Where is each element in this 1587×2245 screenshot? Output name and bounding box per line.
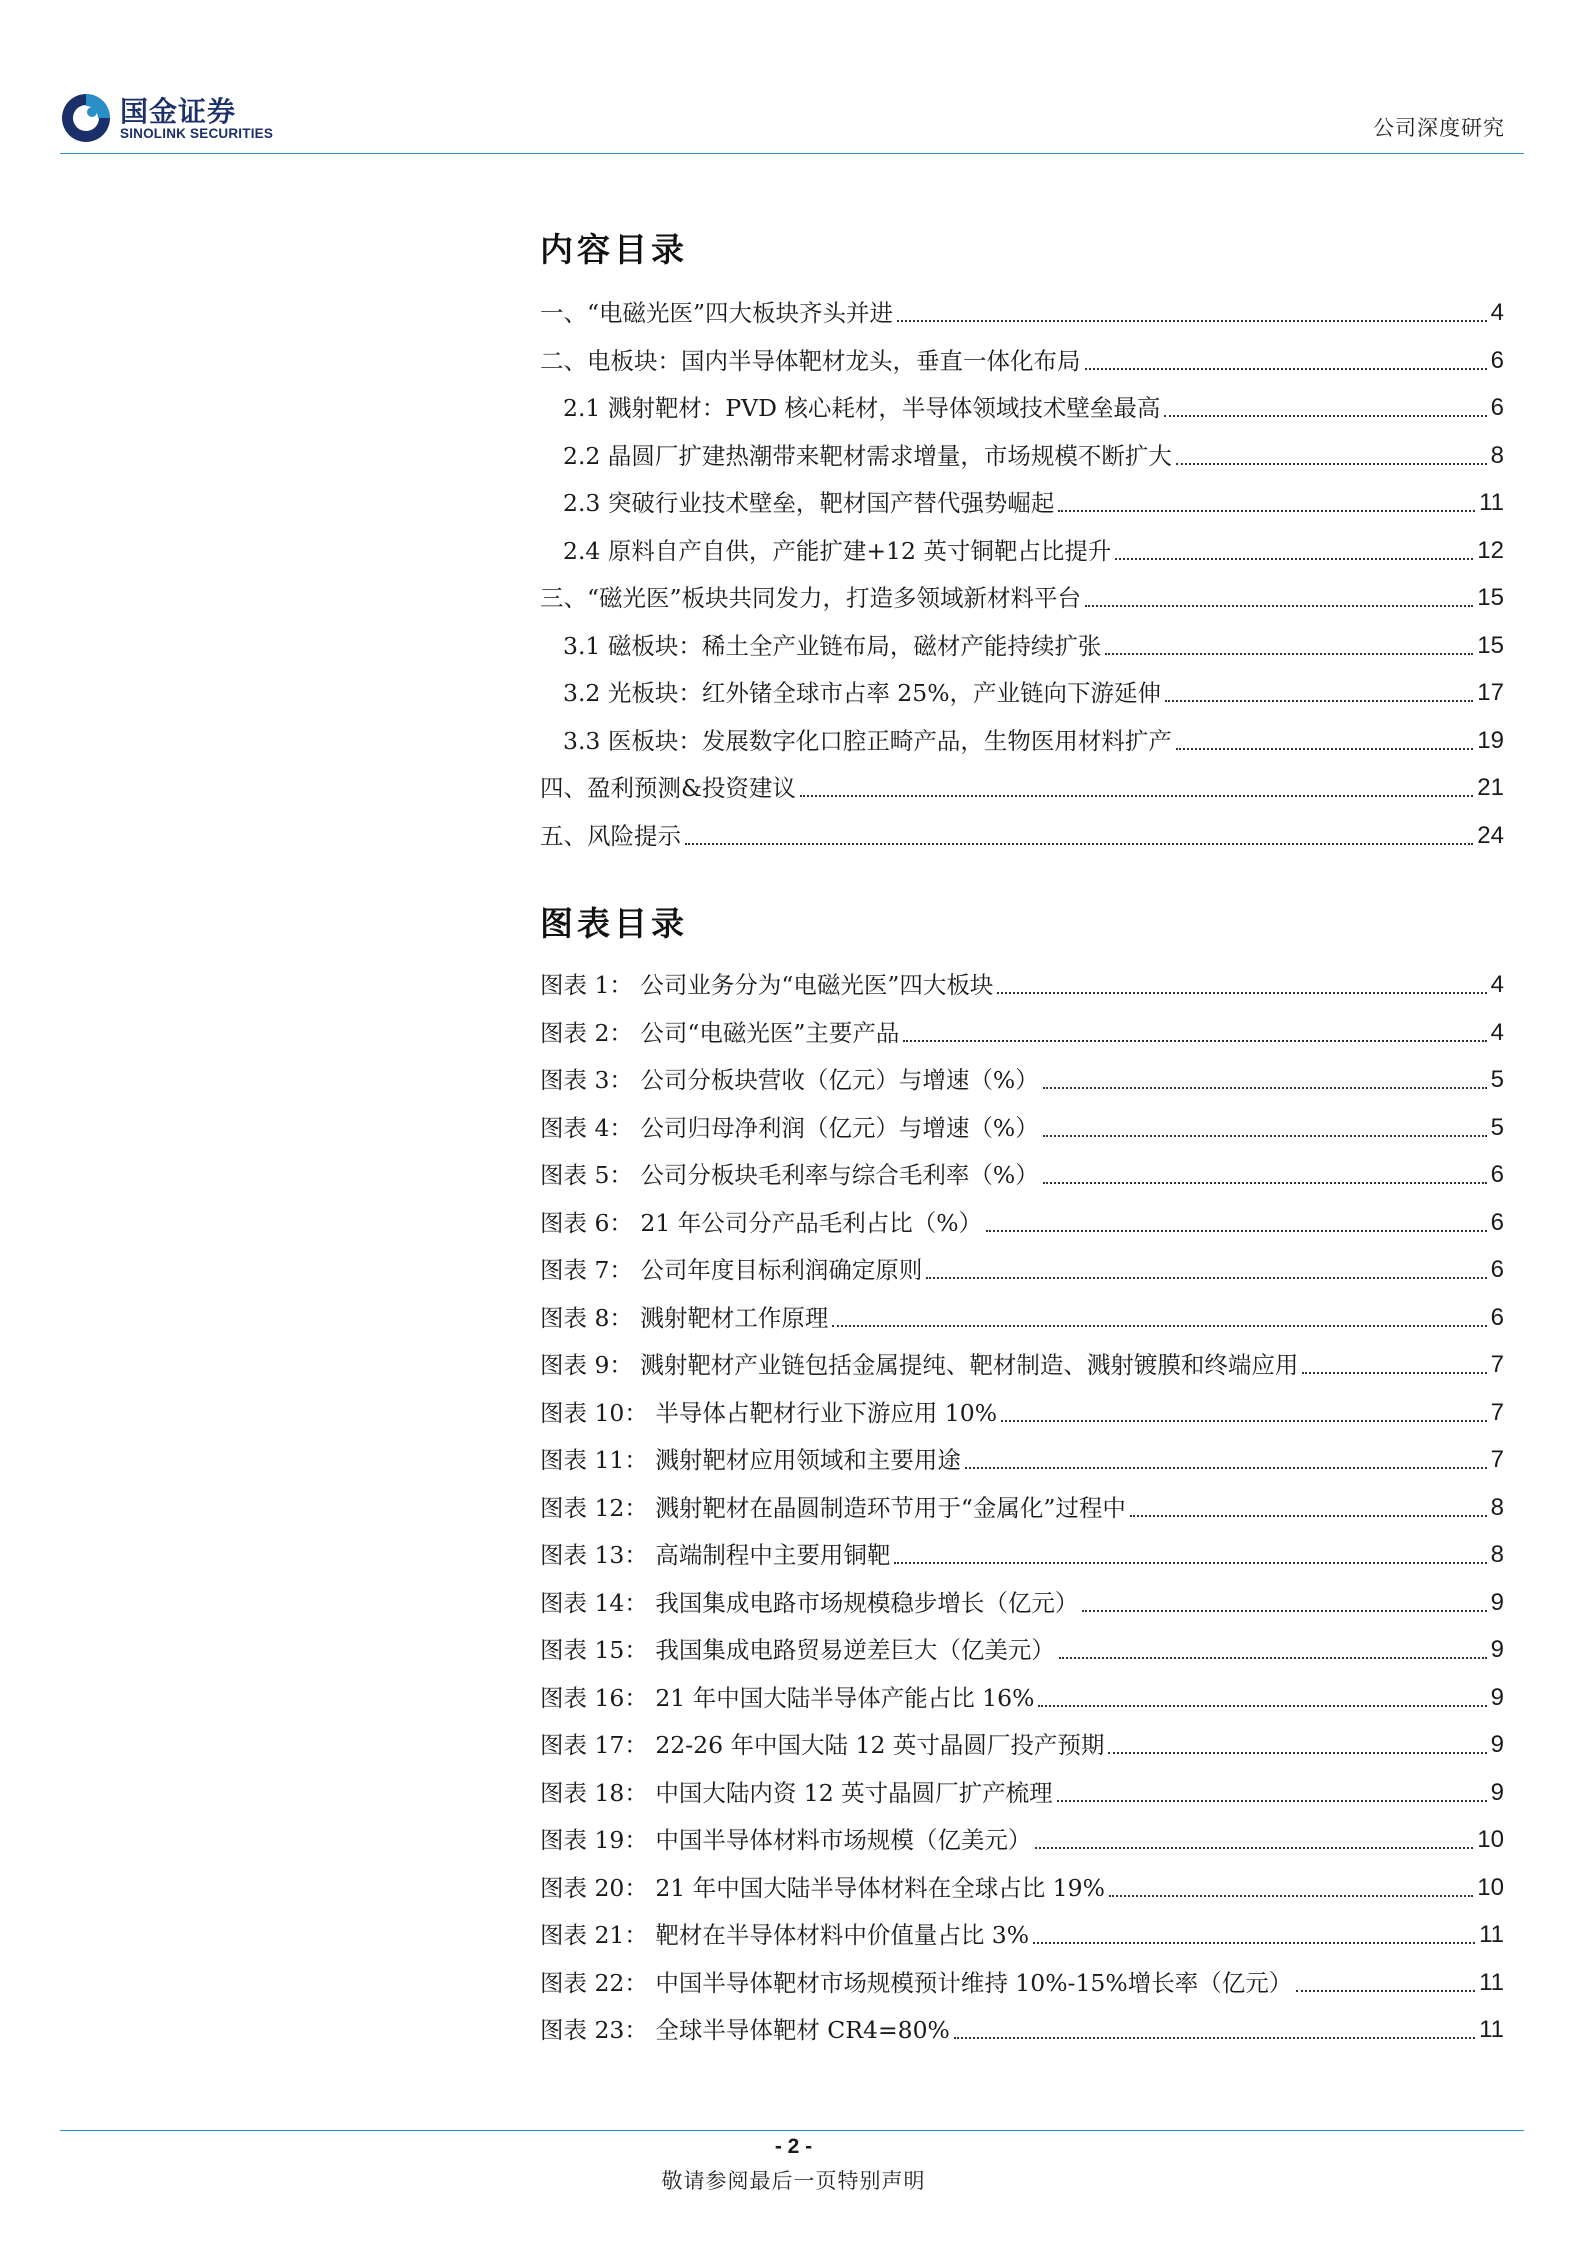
dot-leader	[1109, 1895, 1473, 1897]
dot-leader	[1001, 1420, 1487, 1422]
toc-entry[interactable]	[540, 338, 1504, 376]
figure-entry-page: 9	[1490, 1588, 1504, 1616]
footer-divider	[60, 2130, 1524, 2131]
toc-entry-title: 2.2 晶圆厂扩建热潮带来靶材需求增量，市场规模不断扩大	[563, 441, 1172, 470]
figure-entry[interactable]	[540, 1770, 1504, 1808]
figure-entry-title: 图表 2： 公司“电磁光医”主要产品	[540, 1018, 900, 1047]
dot-leader	[1108, 1752, 1486, 1754]
toc-entry-title: 3.2 光板块：红外锗全球市占率 25%，产业链向下游延伸	[563, 679, 1162, 707]
toc-entry-page: 12	[1477, 536, 1504, 564]
figure-entry[interactable]	[540, 1437, 1504, 1475]
figure-entry-page: 10	[1477, 1873, 1504, 1901]
toc-entry-page: 15	[1477, 584, 1504, 611]
figure-entry-page: 5	[1490, 1113, 1504, 1141]
figure-entry-title: 图表 17： 22-26 年中国大陆 12 英寸晶圆厂投产预期	[540, 1731, 1105, 1759]
toc-entry[interactable]	[563, 385, 1504, 423]
toc-entry[interactable]	[563, 623, 1504, 661]
figure-entry-title: 图表 14： 我国集成电路市场规模稳步增长（亿元）	[540, 1588, 1079, 1617]
toc-entry-title: 五、风险提示	[540, 821, 681, 850]
figure-entry-page: 7	[1490, 1446, 1504, 1473]
figure-entry[interactable]	[540, 1817, 1504, 1855]
toc-entry[interactable]	[563, 718, 1504, 756]
figure-entry-page: 11	[1479, 1968, 1504, 1996]
figure-entry[interactable]	[540, 1485, 1504, 1523]
dot-leader	[1296, 1990, 1475, 1992]
dot-leader	[1105, 653, 1473, 655]
dot-leader	[894, 1562, 1486, 1564]
figure-entry-title: 图表 1： 公司业务分为“电磁光医”四大板块	[540, 971, 994, 999]
figure-entry[interactable]	[540, 2007, 1504, 2045]
toc-title: 内容目录	[540, 230, 688, 269]
dot-leader	[1176, 748, 1473, 750]
dot-leader	[832, 1325, 1486, 1327]
figure-entry-title: 图表 10： 半导体占靶材行业下游应用 10%	[540, 1398, 998, 1427]
figure-entry-title: 图表 6： 21 年公司分产品毛利占比（%）	[540, 1208, 983, 1237]
sinolink-logo-icon	[60, 92, 112, 144]
toc-entry-title: 三、“磁光医”板块共同发力，打造多领域新材料平台	[540, 584, 1082, 612]
dot-leader	[926, 1277, 1486, 1279]
dot-leader	[1059, 1657, 1487, 1659]
figure-entry-title: 图表 21： 靶材在半导体材料中价值量占比 3%	[540, 1921, 1030, 1949]
figure-entry[interactable]	[540, 962, 1504, 1000]
company-logo	[60, 88, 295, 150]
figure-entry-page: 8	[1490, 1493, 1504, 1521]
page-number: - 2 -	[774, 2135, 813, 2158]
figure-entry[interactable]	[540, 1532, 1504, 1570]
dot-leader	[1085, 605, 1473, 607]
dot-leader	[1043, 1135, 1487, 1137]
figure-entry-title: 图表 9： 溅射靶材产业链包括金属提纯、靶材制造、溅射镀膜和终端应用	[540, 1351, 1299, 1379]
figure-entry-page: 11	[1479, 1921, 1504, 1948]
dot-leader	[903, 1040, 1486, 1042]
toc-entry-page: 15	[1477, 631, 1504, 659]
figure-entry[interactable]	[540, 1675, 1504, 1713]
figure-entry-title: 图表 11： 溅射靶材应用领域和主要用途	[540, 1446, 961, 1474]
figure-entry-title: 图表 5： 公司分板块毛利率与综合毛利率（%）	[540, 1161, 1039, 1189]
dot-leader	[800, 795, 1473, 797]
figure-entry-page: 7	[1490, 1398, 1504, 1426]
toc-entry-title: 2.4 原料自产自供，产能扩建+12 英寸铜靶占比提升	[563, 536, 1112, 565]
figure-entry-title: 图表 22： 中国半导体靶材市场规模预计维持 10%-15%增长率（亿元）	[540, 1968, 1293, 1997]
figure-entry[interactable]	[540, 1722, 1504, 1760]
toc-entry-title: 2.3 突破行业技术壁垒，靶材国产替代强势崛起	[563, 489, 1055, 517]
header-divider	[60, 153, 1524, 154]
figure-entry[interactable]	[540, 1342, 1504, 1380]
toc-entry-title: 3.3 医板块：发展数字化口腔正畸产品，生物医用材料扩产	[563, 726, 1172, 755]
figure-entry-title: 图表 15： 我国集成电路贸易逆差巨大（亿美元）	[540, 1636, 1055, 1664]
figure-entry-title: 图表 8： 溅射靶材工作原理	[540, 1303, 829, 1332]
dot-leader	[897, 320, 1487, 322]
toc-entry[interactable]	[563, 480, 1504, 518]
dot-leader	[1165, 700, 1473, 702]
figures-title: 图表目录	[540, 904, 688, 943]
toc-entry-page: 24	[1477, 821, 1504, 849]
figure-entry[interactable]	[540, 1627, 1504, 1665]
figure-entry[interactable]	[540, 1247, 1504, 1285]
logo-chinese-name: 国金证券	[120, 95, 237, 128]
toc-entry-page: 6	[1490, 346, 1504, 374]
figure-entry-page: 7	[1490, 1351, 1504, 1378]
figure-entry-title: 图表 3： 公司分板块营收（亿元）与增速（%）	[540, 1066, 1039, 1094]
figure-entry-title: 图表 18： 中国大陆内资 12 英寸晶圆厂扩产梳理	[540, 1778, 1053, 1807]
dot-leader	[1043, 1182, 1487, 1184]
dot-leader	[954, 2037, 1475, 2039]
dot-leader	[965, 1467, 1487, 1469]
figure-entry-page: 9	[1490, 1731, 1504, 1758]
toc-entry-title: 2.1 溅射靶材：PVD 核心耗材，半导体领域技术壁垒最高	[563, 394, 1161, 422]
dot-leader	[1058, 510, 1475, 512]
dot-leader	[1164, 415, 1486, 417]
toc-entry-page: 4	[1490, 299, 1504, 326]
dot-leader	[986, 1230, 1487, 1232]
figure-entry[interactable]	[540, 1865, 1504, 1903]
toc-entry-title: 3.1 磁板块：稀土全产业链布局，磁材产能持续扩张	[563, 631, 1102, 660]
toc-entry[interactable]	[563, 528, 1504, 566]
figure-entry-page: 6	[1490, 1303, 1504, 1331]
figure-entry-title: 图表 23： 全球半导体靶材 CR4=80%	[540, 2016, 950, 2044]
dot-leader	[1043, 1087, 1487, 1089]
figure-entry-page: 6	[1490, 1256, 1504, 1283]
figure-entry[interactable]	[540, 1580, 1504, 1618]
dot-leader	[1115, 558, 1473, 560]
figure-entry[interactable]	[540, 1200, 1504, 1238]
figure-entry-page: 9	[1490, 1683, 1504, 1711]
toc-entry-page: 11	[1479, 489, 1504, 516]
toc-entry-title: 四、盈利预测&投资建议	[540, 774, 796, 802]
toc-entry[interactable]	[563, 433, 1504, 471]
figure-entry[interactable]	[540, 1912, 1504, 1950]
footer-disclaimer: 敬请参阅最后一页特别声明	[661, 2169, 926, 2193]
toc-entry[interactable]	[540, 765, 1504, 803]
figure-entry-page: 4	[1490, 971, 1504, 998]
figure-entry-title: 图表 20： 21 年中国大陆半导体材料在全球占比 19%	[540, 1873, 1105, 1902]
figure-entry-page: 8	[1490, 1541, 1504, 1568]
figure-entry-page: 6	[1490, 1208, 1504, 1236]
dot-leader	[1130, 1515, 1487, 1517]
dot-leader	[685, 843, 1473, 845]
figure-entry-title: 图表 4： 公司归母净利润（亿元）与增速（%）	[540, 1113, 1039, 1142]
toc-entry[interactable]	[540, 813, 1504, 851]
dot-leader	[1176, 463, 1487, 465]
logo-english-name: SINOLINK SECURITIES	[120, 126, 274, 141]
figure-entry[interactable]	[540, 1390, 1504, 1428]
toc-entry-title: 一、“电磁光医”四大板块齐头并进	[540, 299, 894, 327]
document-type: 公司深度研究	[1373, 116, 1505, 140]
dot-leader	[1033, 1942, 1475, 1944]
toc-entry-title: 二、电板块：国内半导体靶材龙头，垂直一体化布局	[540, 346, 1081, 375]
figure-entry-page: 9	[1490, 1636, 1504, 1663]
figure-entry-page: 4	[1490, 1018, 1504, 1046]
dot-leader	[1038, 1705, 1486, 1707]
figure-entry[interactable]	[540, 1152, 1504, 1190]
figure-entry-page: 11	[1479, 2016, 1504, 2043]
figure-entry[interactable]	[540, 1057, 1504, 1095]
dot-leader	[1035, 1847, 1473, 1849]
figure-entry-title: 图表 16： 21 年中国大陆半导体产能占比 16%	[540, 1683, 1035, 1712]
page-header	[0, 0, 1587, 160]
dot-leader	[1302, 1372, 1486, 1374]
figure-entry[interactable]	[540, 1105, 1504, 1143]
figure-entry[interactable]	[540, 1960, 1504, 1998]
toc-entry-page: 17	[1477, 679, 1504, 706]
figure-entry-title: 图表 7： 公司年度目标利润确定原则	[540, 1256, 923, 1284]
toc-entry[interactable]	[540, 575, 1504, 613]
dot-leader	[997, 992, 1486, 994]
figure-entry-page: 5	[1490, 1066, 1504, 1093]
dot-leader	[1085, 368, 1487, 370]
toc-entry-page: 19	[1477, 726, 1504, 754]
figure-entry[interactable]	[540, 1010, 1504, 1048]
figure-entry-page: 6	[1490, 1161, 1504, 1188]
figure-entry[interactable]	[540, 1295, 1504, 1333]
figure-entry-page: 10	[1477, 1826, 1504, 1853]
dot-leader	[1082, 1610, 1486, 1612]
toc-entry-page: 8	[1490, 441, 1504, 469]
toc-entry[interactable]	[563, 670, 1504, 708]
figure-entry-page: 9	[1490, 1778, 1504, 1806]
figure-entry-title: 图表 19： 中国半导体材料市场规模（亿美元）	[540, 1826, 1032, 1854]
dot-leader	[1057, 1800, 1487, 1802]
toc-entry[interactable]	[540, 290, 1504, 328]
toc-entry-page: 6	[1490, 394, 1504, 421]
toc-entry-page: 21	[1477, 774, 1504, 801]
figure-entry-title: 图表 13： 高端制程中主要用铜靶	[540, 1541, 891, 1569]
figure-entry-title: 图表 12： 溅射靶材在晶圆制造环节用于“金属化”过程中	[540, 1493, 1126, 1522]
